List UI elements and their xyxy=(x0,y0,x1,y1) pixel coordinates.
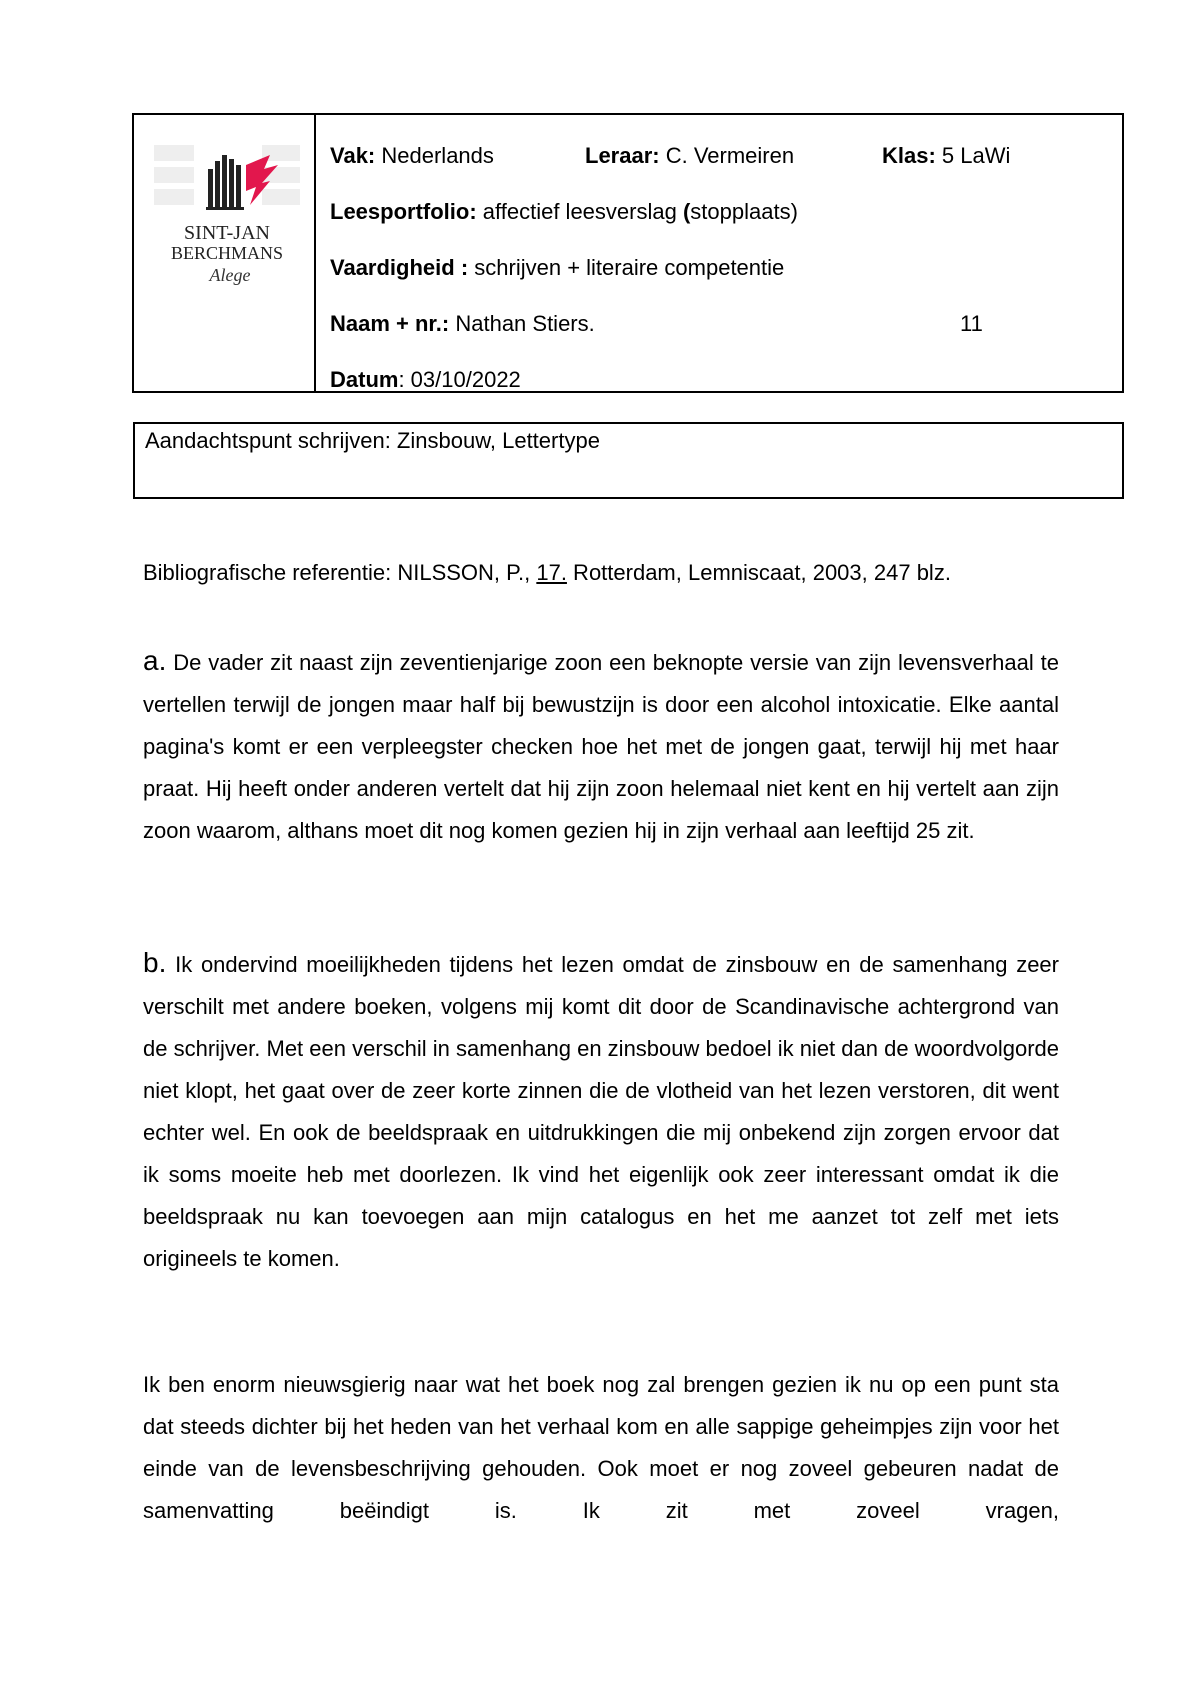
naam-value: Nathan Stiers. xyxy=(455,311,595,336)
attention-text: Aandachtspunt schrijven: Zinsbouw, Lettertype xyxy=(145,428,600,453)
nr-value: 11 xyxy=(960,311,983,336)
leraar-value: C. Vermeiren xyxy=(665,143,795,168)
header-table xyxy=(132,113,1124,393)
info-row-vaardigheid xyxy=(330,255,784,281)
paragraph-a xyxy=(143,640,1059,852)
school-logo-graphic xyxy=(152,143,302,293)
logo-line1: SINT-JAN xyxy=(184,222,270,244)
info-cell xyxy=(330,115,1122,391)
paragraph-a-text: De vader zit naast zijn zeventienjarige zoon een beknopte versie van zijn levensverhaal te vertellen terwijl de jongen maar half bij bewustzijn is door een alcohol intoxicatie. Elke aantal pagina's komt er een verpleegster checken hoe het met de jongen gaat, terwijl hij met haar praat. Hij heeft onder anderen vertelt dat hij zijn zoon helemaal niet kent en hij vertelt aan zijn zoon waarom, althans moet dit nog komen gezien hij in zijn verhaal aan leeftijd 25 zit. xyxy=(143,650,1059,843)
school-logo xyxy=(152,143,302,293)
info-row-leraar xyxy=(585,143,794,169)
klas-label: Klas: xyxy=(882,143,936,168)
book-title: 17. xyxy=(536,560,567,585)
bibliography-suffix: Rotterdam, Lemniscaat, 2003, 247 blz. xyxy=(566,560,951,585)
datum-label: Datum xyxy=(330,367,399,392)
klas-value: 5 LaWi xyxy=(941,143,1011,168)
leesportfolio-value-post: stopplaats) xyxy=(690,199,798,224)
attention-box xyxy=(133,422,1124,499)
paragraph-c xyxy=(143,1364,1059,1532)
leraar-label: Leraar: xyxy=(585,143,660,168)
leesportfolio-paren: ( xyxy=(682,199,691,224)
paragraph-a-letter: a. xyxy=(143,645,167,676)
logo-line2: BERCHMANS xyxy=(170,243,284,263)
paragraph-b-text: Ik ondervind moeilijkheden tijdens het lezen omdat de zinsbouw en de samenhang zeer verschilt met andere boeken, volgens mij komt dit door de Scandinavische achtergrond van de schrijver. Met een verschil in samenhang en zinsbouw bedoel ik niet dan de woordvolgorde niet klopt, het gaat over de zeer korte zinnen die de vlotheid van het lezen verstoren, dit went echter wel. En ook de beeldspraak en uitdrukkingen die mij onbekend zijn zorgen ervoor dat ik soms moeite heb met doorlezen. Ik vind het eigenlijk ook zeer interessant omdat ik die beeldspraak nu kan toevoegen aan mijn catalogus en het me aanzet tot zelf met iets origineels te komen. xyxy=(143,952,1059,1271)
vak-label: Vak: xyxy=(330,143,376,168)
info-row-naam xyxy=(330,311,595,337)
paragraph-b-letter: b. xyxy=(143,947,167,978)
bibliography-prefix: Bibliografische referentie: NILSSON, P., xyxy=(143,560,537,585)
vaardigheid-label: Vaardigheid : xyxy=(330,255,469,280)
leesportfolio-label: Leesportfolio: xyxy=(330,199,477,224)
bibliography xyxy=(143,552,1059,594)
info-row-datum xyxy=(330,367,521,393)
datum-value: : 03/10/2022 xyxy=(398,367,521,392)
paragraph-c-text: Ik ben enorm nieuwsgierig naar wat het boek nog zal brengen gezien ik nu op een punt sta dat steeds dichter bij het heden van het verhaal kom en alle sappige geheimpjes zijn voor het einde van de levensbeschrijving gehouden. Ook moet er nog zoveel gebeuren nadat de samenvatting beëindigt is. Ik zit met zoveel vragen, xyxy=(143,1372,1059,1523)
vak-value: Nederlands xyxy=(381,143,494,168)
vaardigheid-value: schrijven + literaire competentie xyxy=(474,255,785,280)
leesportfolio-value: affectief leesverslag xyxy=(482,199,677,224)
logo-signature: Alege xyxy=(209,265,251,285)
info-row-leesportfolio xyxy=(330,199,798,225)
info-row-klas xyxy=(882,143,1010,169)
info-row-vak xyxy=(330,143,494,169)
naam-label: Naam + nr.: xyxy=(330,311,450,336)
paragraph-b xyxy=(143,942,1059,1280)
logo-cell xyxy=(134,115,316,391)
